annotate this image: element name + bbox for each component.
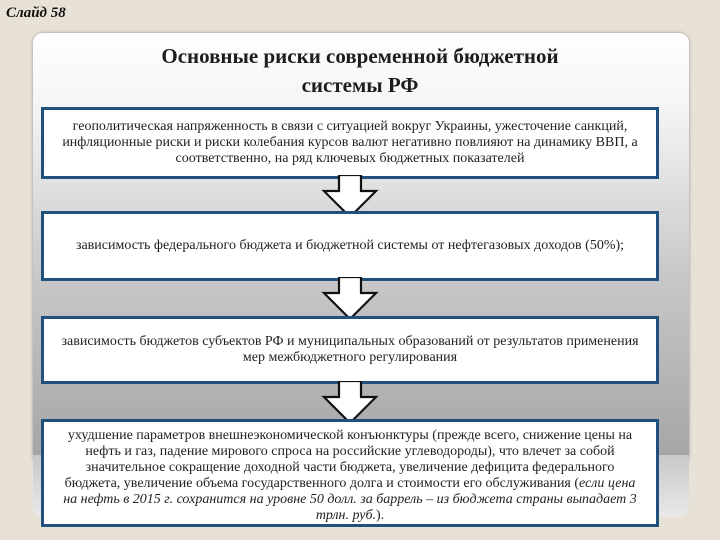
risk-box-3 [41,316,659,384]
down-arrow-icon [320,277,380,321]
title-line-2: системы РФ [301,73,419,97]
risk-box-4 [41,419,659,527]
risk-text-4-end: ). [376,508,385,523]
risk-text-2: зависимость федерального бюджета и бюджетной системы от нефтегазовых доходов (50%); [75,238,625,253]
risk-text-1: геополитическая напряженность в связи с ситуацией вокруг Украины, ужесточение санкций, инфляционные риски и риски колебания курсов валют негативно повлияют на динамику ВВП, а соответственно, на ряд ключевых бюджетных показателей [62,119,638,166]
slide-label: Слайд 58 [6,5,66,21]
risk-box-2 [41,211,659,281]
risk-text-3: зависимость бюджетов субъектов РФ и муниципальных образований от результатов применения мер межбюджетного регулирования [61,334,639,365]
title-line-1: Основные риски современной бюджетной [161,44,559,68]
risk-text-4-main: ухудшение параметров внешнеэкономической конъюнктуры (прежде всего, снижение цены на нефть и газ, падение мирового спроса на российские углеводороды), что влечет за собой значительное сокращение доходной части бюджета, увеличение дефицита федерального бюджета, увеличение объема государственного долга и стоимости его обслуживания ( [64,428,633,491]
risk-box-1 [41,107,659,179]
risk-text-4-italic: если цена на нефть в 2015 г. сохранится на уровне 50 долл. за баррель – из бюджета страны выпадает 3 трлн. руб. [63,476,637,523]
risk-text-4 [58,428,642,524]
slide-title [90,42,630,100]
